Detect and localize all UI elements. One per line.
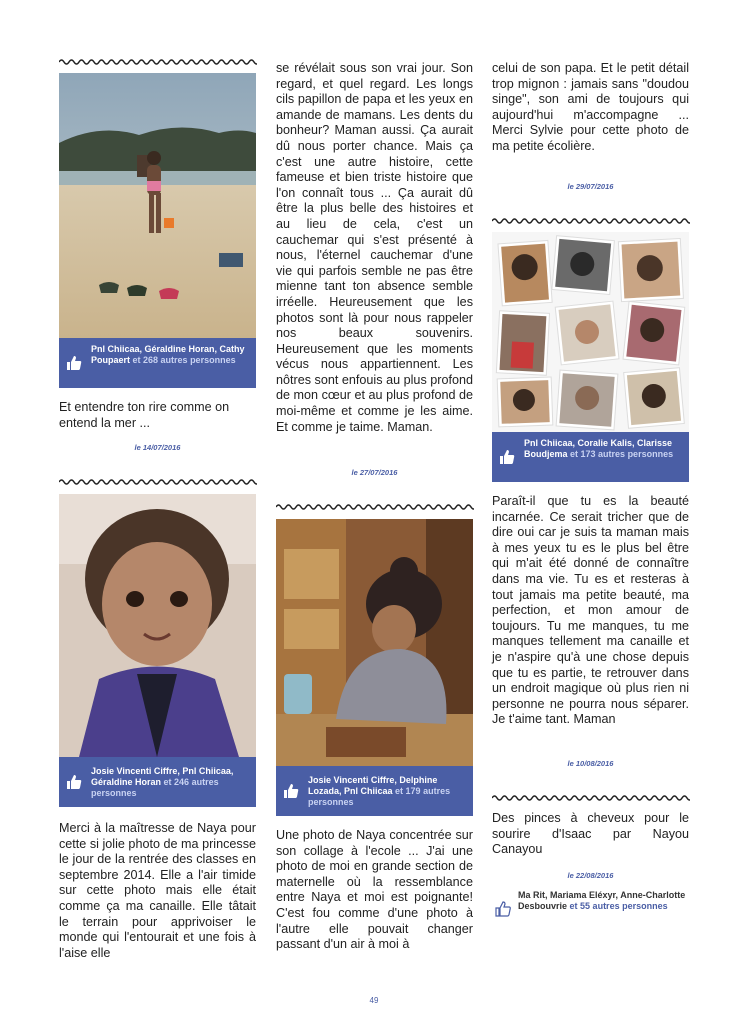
beach-photo	[59, 73, 256, 338]
wave-divider	[59, 478, 257, 486]
caption-text: Et entendre ton rire comme on entend la mer ...	[59, 400, 230, 430]
portrait-photo	[59, 494, 256, 757]
thumbs-up-icon	[498, 448, 516, 466]
likes-text: Pnl Chiicaa, Coralie Kalis, Clarisse Boudjema et 173 autres personnes	[524, 438, 674, 459]
post-date: le 27/07/2016	[351, 468, 398, 477]
photo-collage	[492, 232, 689, 432]
likes-box	[59, 338, 256, 388]
thumbs-up-icon	[65, 773, 83, 791]
post-date: le 14/07/2016	[134, 443, 181, 452]
likes-box	[492, 432, 689, 482]
caption-text: Une photo de Naya concentrée sur son collage à l'ecole ... J'ai une photo de moi en grande section de maternelle où la ressemblance entre Naya et moi est poignante! C'est fou comme d'une photo à l'autre elle pouvait changer passant d'un air à moi à	[276, 828, 473, 952]
caption-text: celui de son papa. Et le petit détail trop mignon : jamais sans "doudou singe", son ami de toujours qui aujourd'hui m'accompagne ... Merci Sylvie pour cette photo de ma petite écolière.	[492, 61, 689, 153]
likes-text: Ma Rit, Mariama Eléxyr, Anne-Charlotte Desbouvrie et 55 autres personnes	[518, 890, 686, 911]
thumbs-up-icon	[282, 782, 300, 800]
likes-text: Josie Vincenti Ciffre, Delphine Lozada, Pnl Chiicaa et 179 autres personnes	[308, 775, 451, 807]
likes-text: Josie Vincenti Ciffre, Pnl Chiicaa, Géraldine Horan et 246 autres personnes	[91, 766, 234, 798]
likes-text: Pnl Chiicaa, Géraldine Horan, Cathy Poupaert et 268 autres personnes	[91, 344, 245, 365]
wave-divider	[59, 58, 257, 66]
thumbs-up-icon	[494, 900, 512, 918]
post-date: le 22/08/2016	[567, 871, 614, 880]
caption-text: se révélait sous son vrai jour. Son regard, et quel regard. Les longs cils papillon de papa et les yeux en amande de mamans. Les dents du bonheur? Maman aussi. Ça aurait dû nous porter chance. Mais ça c'est une autre histoire, cette fameuse et bien triste histoire que l'on connaît tous ... Ça aurait dû être la plus belle des histoires et au lieu de cela, c'est un cauchemar qui s'est présenté à nous, l'éternel cauchemar d'une vie qui parfois semble ne pas être mienne tant ton absence semble irréelle. Heureusement que les photos sont là pour nous rappeler nos beaux souvenirs. Heureusement que les moments vécus nous appartiennent. Les nôtres sont enfouis au plus profond de mon cœur et au plus profond de moi-même et comme je les aime. Et comme je taime. Maman.	[276, 61, 473, 434]
post-date: le 29/07/2016	[567, 182, 614, 191]
caption-text: Merci à la maîtresse de Naya pour cette si jolie photo de ma princesse le jour de la rentrée des classes en septembre 2014. Elle a l'air timide sur cette photo mais elle était comme ça ma canaille. Elle tâtait le terrain pour apprivoiser le monde qui l'entourait et une fois à l'aise elle	[59, 821, 256, 960]
likes-box	[276, 766, 473, 816]
caption-text: Paraît-il que tu es la beauté incarnée. Ce serait tricher que de dire oui car je suis ta maman mais à mes yeux tu es le plus bel être qui m'ait été donné de connaître dans ma vie. Tu es et resteras à tout jamais ma petite beauté, ma perfection, et mon amour de toujours. Tu me manques, tu me manques tellement ma canaille et je n'aspire qu'à une chose depuis que tu es partie, te retrouver dans un endroit magique où plus rien ni personne ne pourra nous séparer. Je t'aime tant. Maman	[492, 494, 689, 727]
page-number: 49	[369, 996, 379, 1005]
thumbs-up-icon	[65, 354, 83, 372]
post-date: le 10/08/2016	[567, 759, 614, 768]
likes-box	[59, 757, 256, 807]
wave-divider	[492, 794, 690, 802]
caption-text: Des pinces à cheveux pour le sourire d'Isaac par Nayou Canayou	[492, 811, 689, 857]
classroom-photo	[276, 519, 473, 766]
wave-divider	[276, 503, 474, 511]
wave-divider	[492, 217, 690, 225]
